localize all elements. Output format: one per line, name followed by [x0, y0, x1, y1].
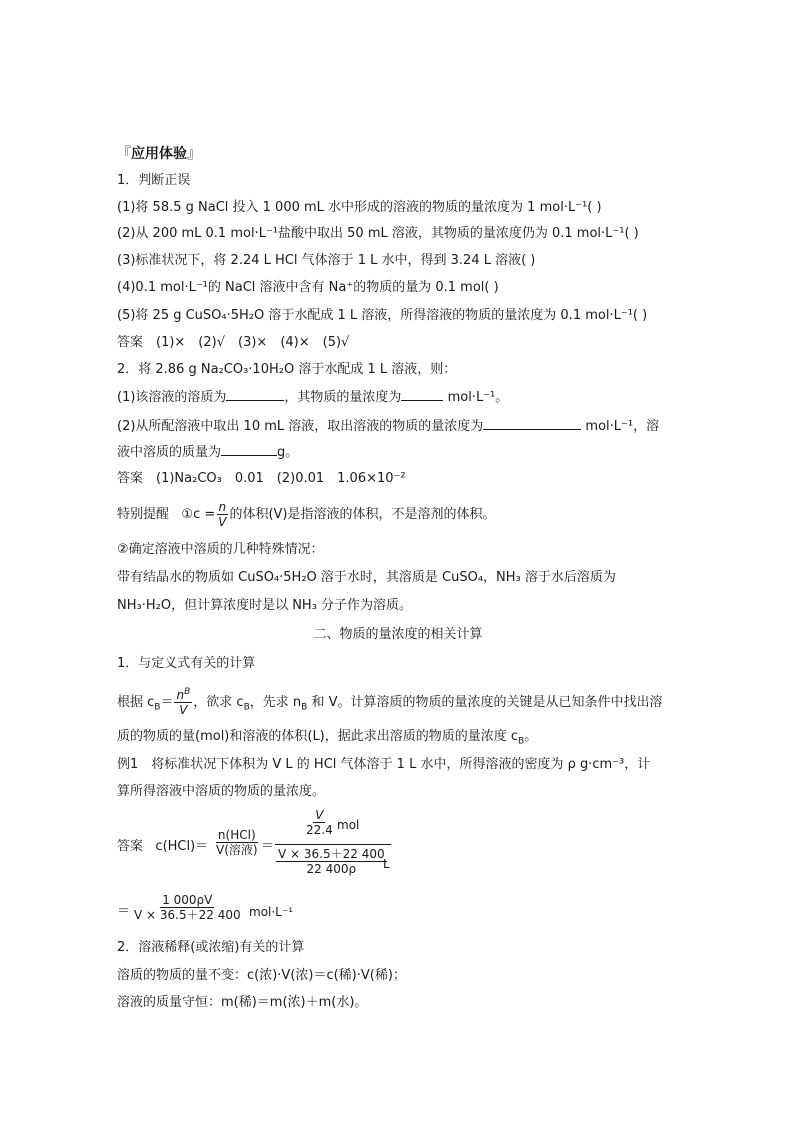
answer-fraction-2	[132, 893, 243, 922]
q1-item-1: (1)将 58.5 g NaCl 投入 1 000 mL 水中形成的溶液的物质的量浓度为 1 mol·L⁻¹( )	[117, 200, 602, 215]
answer-fraction-2-unit: mol·L⁻¹	[249, 905, 294, 919]
s1-paragraph-line-2	[117, 728, 537, 746]
s1-fraction-numerator	[174, 688, 192, 703]
q1-item-2: (2)从 200 mL 0.1 mol·L⁻¹盐酸中取出 50 mL 溶液，其物质的量浓度仍为 0.1 mol·L⁻¹( )	[117, 226, 639, 241]
answer-formula-1-lhs	[117, 838, 208, 856]
q2-part-2-text-a: (2)从所配溶液中取出 10 mL 溶液，取出溶液的物质的量浓度为	[117, 419, 484, 434]
answer-formula-2	[117, 893, 679, 933]
answer-equals-1: ＝	[261, 839, 275, 854]
subscript-b-3: B	[301, 702, 308, 713]
answer-fraction-2-numerator: 1 000ρV	[162, 893, 213, 907]
section-header-text: 应用体验	[131, 146, 187, 162]
q2-part-1-text-a: (1)该溶液的溶质为	[117, 390, 227, 405]
s2-title: 2．溶液稀释(或浓缩)有关的计算	[117, 940, 305, 955]
answer-fraction-1	[214, 828, 260, 857]
answer-fraction-1-numerator: n(HCl)	[217, 828, 256, 842]
tip-line-2: ②确定溶液中溶质的几种特殊情况：	[117, 542, 324, 557]
q1-answer: 答案 (1)× (2)√ (3)× (4)× (5)√	[117, 335, 350, 350]
s1-paragraph-line-1	[117, 683, 662, 723]
tip-line-1	[117, 496, 496, 534]
answer-big-top-unit: mol	[337, 818, 360, 832]
answer-fraction-1-denominator: V(溶液)	[216, 843, 258, 857]
answer-blank-1[interactable]	[226, 387, 284, 401]
example-1-line-2: 算所得溶液中溶质的物质的量浓度。	[117, 784, 326, 799]
tip-text-1: 的体积(V)是指溶液的体积，不是溶剂的体积。	[229, 507, 496, 522]
close-bracket: 』	[187, 146, 201, 162]
s1-text-a: 根据 c	[117, 695, 155, 710]
answer-blank-2[interactable]	[401, 387, 443, 401]
q2-title: 2．将 2.86 g Na₂CO₃·10H₂O 溶于水配成 1 L 溶液，则：	[117, 362, 457, 377]
q2-part-2-text-b: mol·L⁻¹，溶	[585, 419, 660, 434]
q1-title: 1．判断正误	[117, 173, 191, 188]
subscript-b-2: B	[243, 702, 250, 713]
tip-line-4: NH₃·H₂O，但计算浓度时是以 NH₃ 分子作为溶质。	[117, 598, 413, 613]
s1-title: 1．与定义式有关的计算	[117, 656, 256, 671]
q2-part-1	[117, 387, 508, 407]
section-header	[117, 145, 201, 163]
s2-paragraph-1: 溶质的物质的量不变：c(浓)·V(浓)＝c(稀)·V(稀)；	[117, 968, 406, 983]
tip-formula-prefix: ①c =	[181, 507, 216, 522]
s1-text-d: ，先求 n	[249, 695, 302, 710]
q2-part-1-text-b: ，其物质的量浓度为	[284, 390, 402, 405]
tip-fraction	[216, 500, 228, 529]
q2-part-1-text-c: mol·L⁻¹。	[447, 390, 509, 405]
tip-label: 特别提醒	[117, 507, 170, 522]
tip-fraction-numerator: n	[218, 500, 227, 514]
s1-text-line-2-end: 。	[524, 729, 538, 744]
answer-fraction-2-denominator: V × 36.5＋22 400	[134, 908, 241, 922]
answer-blank-4[interactable]	[221, 442, 277, 456]
answer-big-bottom-den: 22 400ρ	[306, 862, 357, 876]
s1-fraction	[174, 688, 192, 717]
s1-fraction-denominator: V	[179, 703, 188, 717]
s1-text-c: ，欲求 c	[193, 695, 244, 710]
q1-item-3: (3)标准状况下，将 2.24 L HCl 气体溶于 1 L 水中，得到 3.24 L 溶液( )	[117, 253, 536, 268]
answer-big-top-num: V	[315, 808, 324, 822]
q1-item-5: (5)将 25 g CuSO₄·5H₂O 溶于水配成 1 L 溶液，所得溶液的物质的量浓度为 0.1 mol·L⁻¹( )	[117, 308, 648, 323]
answer-big-top-fraction	[304, 808, 335, 837]
s1-fraction-n: n	[176, 688, 185, 702]
answer-label: 答案	[117, 839, 144, 854]
answer-big-denominator	[275, 845, 391, 883]
answer-big-bottom-num: V × 36.5＋22 400	[278, 847, 385, 861]
answer-big-bottom-unit: L	[383, 857, 390, 871]
example-1-line-1: 例1 将标准状况下体积为 V L 的 HCl 气体溶于 1 L 水中，所得溶液的密度为 ρ g·cm⁻³，计	[117, 757, 651, 772]
s1-text-eq: ＝	[160, 695, 174, 710]
superscript-b: B	[184, 687, 191, 697]
q2-part-2	[117, 416, 659, 436]
answer-equals-2: ＝	[117, 904, 131, 919]
answer-big-top-den: 22.4	[306, 823, 333, 837]
answer-big-numerator	[275, 806, 391, 844]
answer-big-bottom-fraction	[276, 847, 387, 876]
subscript-b-1: B	[154, 702, 161, 713]
answer-big-fraction	[275, 806, 391, 883]
answer-formula-1	[117, 806, 679, 886]
q2-answer: 答案 (1)Na₂CO₃ 0.01 (2)0.01 1.06×10⁻²	[117, 471, 406, 486]
s1-text-line-2: 质的物质的量(mol)和溶液的体积(L)，据此求出溶质的物质的量浓度 c	[117, 729, 519, 744]
s2-paragraph-2: 溶液的质量守恒：m(稀)＝m(浓)＋m(水)。	[117, 995, 368, 1010]
q2-part-3	[117, 442, 298, 462]
answer-blank-3[interactable]	[483, 416, 581, 430]
s1-text-e: 和 V。计算溶质的物质的量浓度的关键是从已知条件中找出溶	[307, 695, 663, 710]
open-bracket: 『	[117, 146, 131, 162]
q2-part-3-text-a: 液中溶质的质量为	[117, 445, 222, 460]
q2-part-3-text-b: g。	[277, 445, 299, 460]
part-2-title: 二、物质的量浓度的相关计算	[313, 627, 483, 642]
tip-fraction-denominator: V	[218, 515, 227, 529]
answer-lhs: c(HCl)＝	[155, 839, 209, 854]
tip-line-3: 带有结晶水的物质如 CuSO₄·5H₂O 溶于水时，其溶质是 CuSO₄，NH₃ 溶于水后溶质为	[117, 570, 616, 585]
q1-item-4: (4)0.1 mol·L⁻¹的 NaCl 溶液中含有 Na⁺的物质的量为 0.1 mol( )	[117, 280, 499, 295]
subscript-b-4: B	[518, 736, 525, 747]
